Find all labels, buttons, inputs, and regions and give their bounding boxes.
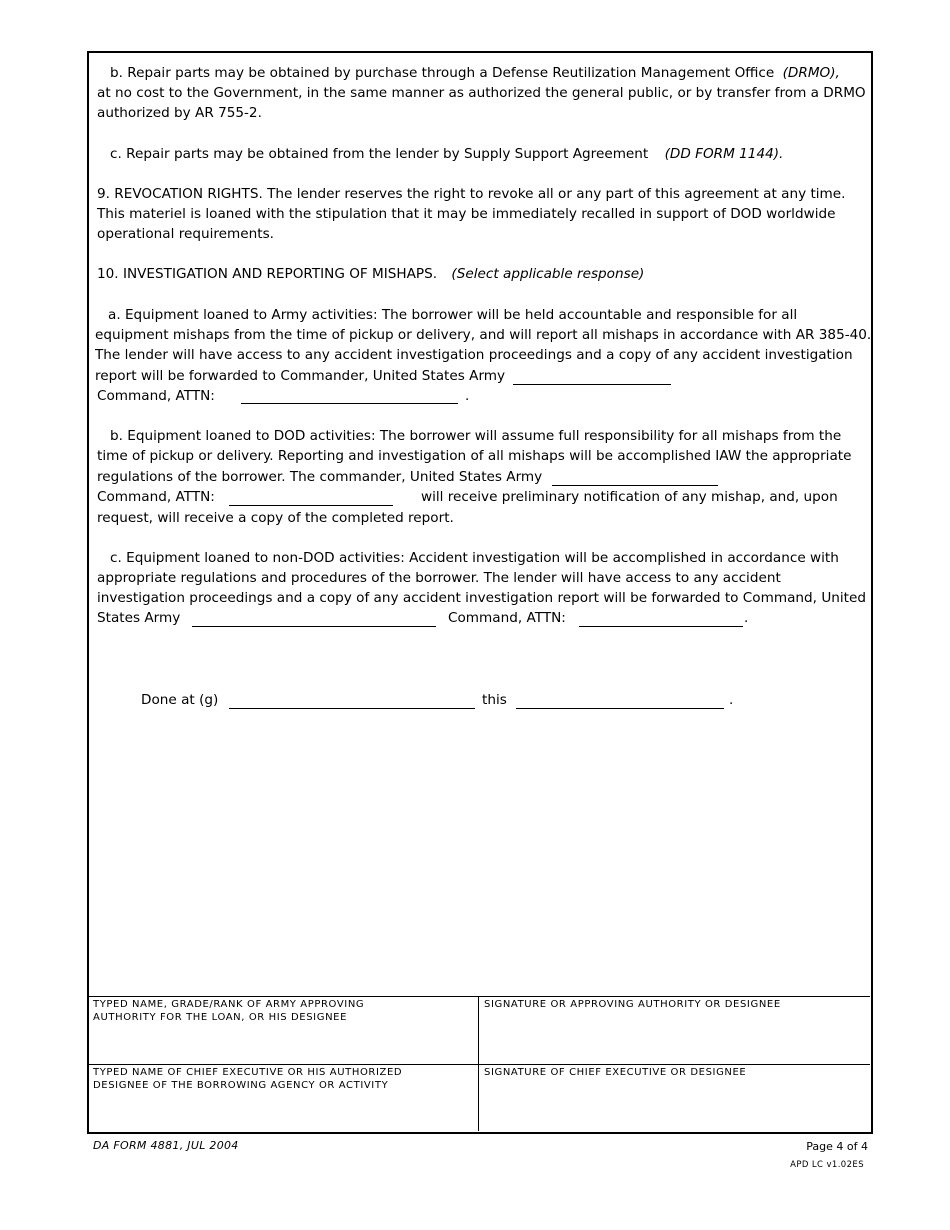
sec10b-line3: regulations of the borrower. The commander, United States Army	[97, 469, 543, 485]
sec10c-army-blank[interactable]	[192, 612, 436, 627]
sec9-line1: 9. REVOCATION RIGHTS. The lender reserves the right to revoke all or any part of this agreement at any time.	[97, 186, 846, 202]
sec10a-line1: a. Equipment loaned to Army activities: The borrower will be held accountable and responsible for all	[108, 307, 798, 323]
sec10a-line4: report will be forwarded to Commander, United States Army	[95, 368, 506, 384]
sec10b-line2: time of pickup or delivery. Reporting and investigation of all mishaps will be accomplished IAW the appropriate	[97, 448, 852, 464]
sec10a-line2: equipment mishaps from the time of pickup or delivery, and will report all mishaps in accordance with AR 385-40.	[95, 327, 872, 343]
done-at-label: Done at (g)	[141, 692, 219, 708]
sec8c-text: c. Repair parts may be obtained from the lender by Supply Support Agreement	[110, 146, 649, 162]
chief-signature-label: SIGNATURE OF CHIEF EXECUTIVE OR DESIGNEE	[484, 1067, 747, 1078]
done-date-blank[interactable]	[516, 694, 724, 709]
sec10c-period: .	[744, 610, 749, 626]
sec10c-line3: investigation proceedings and a copy of any accident investigation report will be forwarded to Command, United	[97, 590, 866, 606]
sec8c-ddform: (DD FORM 1144).	[664, 146, 784, 162]
sec8b-line1	[110, 63, 840, 83]
sec10b-line4a: Command, ATTN:	[97, 489, 215, 505]
sec10a-period: .	[465, 388, 470, 404]
done-this-label: this	[482, 692, 507, 708]
form-identifier: DA FORM 4881, JUL 2004	[93, 1139, 239, 1152]
version-label: APD LC v1.02ES	[790, 1160, 864, 1170]
army-signature-label: SIGNATURE OR APPROVING AUTHORITY OR DESIGNEE	[484, 999, 781, 1010]
sec10c-line4b: Command, ATTN:	[448, 610, 566, 626]
sec8b-line3: authorized by AR 755-2.	[97, 105, 262, 121]
sec10a-army-blank[interactable]	[513, 370, 671, 385]
army-typed-name-label: TYPED NAME, GRADE/RANK OF ARMY APPROVING AUTHORITY FOR THE LOAN, OR HIS DESIGNEE	[93, 999, 365, 1023]
sec10-heading-note: (Select applicable response)	[451, 266, 645, 282]
sec8b-drmo: (DRMO),	[782, 65, 840, 81]
sec10c-line2: appropriate regulations and procedures of the borrower. The lender will have access to any accident	[97, 570, 781, 586]
page-number: Page 4 of 4	[806, 1140, 868, 1153]
sec9-line3: operational requirements.	[97, 226, 274, 242]
sec10a-line3: The lender will have access to any accident investigation proceedings and a copy of any accident investigation	[95, 347, 853, 363]
sec8b-line1-text: b. Repair parts may be obtained by purchase through a Defense Reutilization Management Office	[110, 65, 775, 81]
sec10b-line1: b. Equipment loaned to DOD activities: The borrower will assume full responsibility for all mishaps from the	[110, 428, 842, 444]
sec10-heading-text: 10. INVESTIGATION AND REPORTING OF MISHAPS.	[97, 266, 438, 282]
sec10c-line4a: States Army	[97, 610, 181, 626]
sec10-heading	[97, 264, 644, 284]
sec8b-line2: at no cost to the Government, in the same manner as authorized the general public, or by transfer from a DRMO	[97, 85, 866, 101]
done-at-place-blank[interactable]	[229, 694, 475, 709]
done-period: .	[729, 692, 734, 708]
sig-table-top-rule	[88, 996, 870, 997]
sec9-line2: This materiel is loaned with the stipulation that it may be immediately recalled in support of DOD worldwide	[97, 206, 836, 222]
sec10a-line5: Command, ATTN:	[97, 388, 215, 404]
sec10b-line4b: will receive preliminary notification of any mishap, and, upon	[421, 489, 838, 505]
sec10c-attn-blank[interactable]	[579, 612, 743, 627]
sec10a-attn-blank[interactable]	[241, 389, 458, 404]
chief-typed-name-label: TYPED NAME OF CHIEF EXECUTIVE OR HIS AUTHORIZED DESIGNEE OF THE BORROWING AGENCY OR ACTIVITY	[93, 1067, 403, 1091]
sig-table-mid-rule	[88, 1064, 870, 1065]
sec10b-attn-blank[interactable]	[229, 491, 393, 506]
army-signature-field[interactable]	[480, 1014, 869, 1063]
army-typed-name-field[interactable]	[89, 1026, 477, 1063]
chief-typed-name-field[interactable]	[89, 1094, 477, 1130]
chief-signature-field[interactable]	[480, 1082, 869, 1130]
sec8c-line	[110, 144, 783, 164]
sec10c-line1: c. Equipment loaned to non-DOD activities: Accident investigation will be accomplished in accordance with	[110, 550, 839, 566]
sec10b-army-blank[interactable]	[552, 471, 718, 486]
sec10b-line5: request, will receive a copy of the completed report.	[97, 510, 454, 526]
sig-table-divider	[478, 996, 479, 1131]
